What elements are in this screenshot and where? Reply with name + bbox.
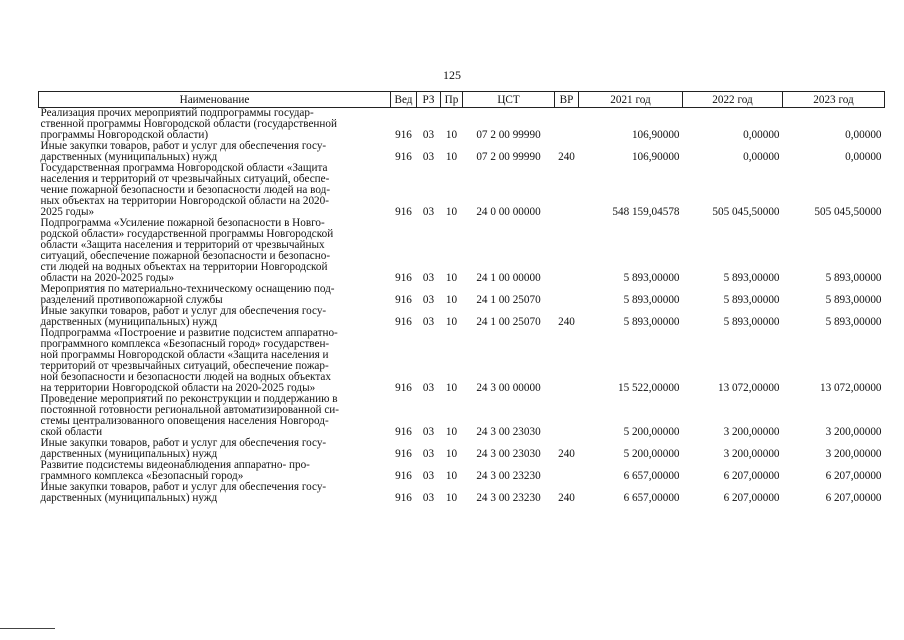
col-header-ved: Вед <box>391 92 417 108</box>
row-name-line: Подпрограмма «Построение и развитие подсистем аппаратно- <box>40 327 338 339</box>
row-name-cell <box>39 438 391 460</box>
vr-cell: 240 <box>558 448 575 460</box>
value-2021-cell: 5 893,00000 <box>623 272 680 284</box>
table-row <box>39 438 885 460</box>
vr-cell: 240 <box>558 316 575 328</box>
row-name-line: родской области» государственной программы Новгородской <box>40 228 334 240</box>
rz-cell: 03 <box>422 129 435 141</box>
value-2022-cell: 13 072,00000 <box>717 382 780 394</box>
row-name-line: дарственных (муниципальных) нужд <box>40 448 218 460</box>
table-row <box>39 482 885 504</box>
value-2022-cell: 5 893,00000 <box>723 272 780 284</box>
pr-cell: 10 <box>445 206 458 218</box>
value-2023-cell: 5 893,00000 <box>825 316 882 328</box>
value-2023-cell: 3 200,00000 <box>825 448 882 460</box>
ved-cell: 916 <box>395 316 412 328</box>
table-row <box>39 218 885 284</box>
value-2021-cell: 106,90000 <box>631 129 680 141</box>
value-2021-cell: 5 200,00000 <box>623 448 680 460</box>
row-name-line: Государственная программа Новгородской области «Защита <box>40 162 328 174</box>
value-2022-cell: 0,00000 <box>743 151 780 163</box>
rz-cell: 03 <box>422 492 435 504</box>
row-name-line: на территории Новгородской области на 2020-2025 годы» <box>40 382 316 394</box>
ved-cell: 916 <box>395 492 412 504</box>
value-2023-cell: 6 207,00000 <box>825 470 882 482</box>
value-2023-cell: 3 200,00000 <box>825 426 882 438</box>
row-name-line: дарственных (муниципальных) нужд <box>40 316 218 328</box>
col-header-vr: ВР <box>555 92 579 108</box>
cst-cell: 24 1 00 00000 <box>476 272 541 284</box>
rz-cell: 03 <box>422 294 435 306</box>
cst-cell: 07 2 00 99990 <box>476 129 541 141</box>
table-row <box>39 306 885 328</box>
row-name-cell <box>39 108 391 142</box>
value-2021-cell: 5 893,00000 <box>623 316 680 328</box>
row-name-line: программы Новгородской области) <box>40 129 209 141</box>
rz-cell: 03 <box>422 206 435 218</box>
ved-cell: 916 <box>395 382 412 394</box>
row-name-line: ственной программы Новгородской области (государственной <box>40 118 337 130</box>
value-2023-cell: 13 072,00000 <box>819 382 882 394</box>
value-2022-cell: 6 207,00000 <box>723 492 780 504</box>
cst-cell: 07 2 00 99990 <box>476 151 541 163</box>
vr-cell <box>555 394 579 438</box>
value-2021-cell: 5 893,00000 <box>623 294 680 306</box>
value-2021-cell: 106,90000 <box>631 151 680 163</box>
cst-cell: 24 1 00 25070 <box>476 316 541 328</box>
cst-cell: 24 0 00 00000 <box>476 206 541 218</box>
row-name-line: области на 2020-2025 годы» <box>40 272 175 284</box>
value-2022-cell: 505 045,50000 <box>712 206 780 218</box>
row-name-cell <box>39 460 391 482</box>
value-2022-cell: 6 207,00000 <box>723 470 780 482</box>
vr-cell: 240 <box>558 492 575 504</box>
row-name-line: Развитие подсистемы видеонаблюдения аппаратно- про- <box>40 459 310 471</box>
row-name-line: территорий от чрезвычайных ситуаций, обеспечение пожар- <box>40 360 329 372</box>
row-name-line: Мероприятия по материально-техническому оснащению под- <box>40 283 335 295</box>
value-2022-cell: 3 200,00000 <box>723 448 780 460</box>
rz-cell: 03 <box>422 272 435 284</box>
col-header-rz: РЗ <box>417 92 441 108</box>
value-2021-cell: 15 522,00000 <box>617 382 680 394</box>
ved-cell: 916 <box>395 448 412 460</box>
value-2023-cell: 5 893,00000 <box>825 294 882 306</box>
value-2023-cell: 6 207,00000 <box>825 492 882 504</box>
ved-cell: 916 <box>395 272 412 284</box>
ved-cell: 916 <box>395 294 412 306</box>
row-name-line: разделений противопожарной службы <box>40 294 223 306</box>
row-name-line: программного комплекса «Безопасный город» государствен- <box>40 338 330 350</box>
value-2023-cell: 0,00000 <box>845 129 882 141</box>
cst-cell: 24 3 00 23030 <box>476 448 541 460</box>
table-row <box>39 141 885 163</box>
row-name-line: Подпрограмма «Усиление пожарной безопасности в Новго- <box>40 217 325 229</box>
col-header-2022: 2022 год <box>683 92 783 108</box>
pr-cell: 10 <box>445 382 458 394</box>
ved-cell: 916 <box>395 206 412 218</box>
row-name-line: ситуаций, обеспечение пожарной безопасности и безопасно- <box>40 250 331 262</box>
row-name-line: стемы централизованного оповещения населения Новгород- <box>40 415 329 427</box>
pr-cell: 10 <box>445 151 458 163</box>
value-2022-cell: 0,00000 <box>743 129 780 141</box>
row-name-cell <box>39 394 391 438</box>
table-row <box>39 460 885 482</box>
row-name-line: чение пожарной безопасности и безопасности людей на вод- <box>40 184 331 196</box>
vr-cell <box>555 460 579 482</box>
pr-cell: 10 <box>445 470 458 482</box>
row-name-line: области «Защита населения и территорий от чрезвычайных <box>40 239 325 251</box>
table-header-row <box>39 92 885 108</box>
cst-cell: 24 1 00 25070 <box>476 294 541 306</box>
pr-cell: 10 <box>445 294 458 306</box>
row-name-line: сти людей на водных объектах на территории Новгородской <box>40 261 328 273</box>
row-name-line: ной программы Новгородской области «Защита населения и <box>40 349 329 361</box>
ved-cell: 916 <box>395 470 412 482</box>
cst-cell: 24 3 00 23030 <box>476 426 541 438</box>
vr-cell <box>555 284 579 306</box>
row-name-cell <box>39 163 391 218</box>
row-name-line: 2025 годы» <box>40 206 95 218</box>
value-2022-cell: 3 200,00000 <box>723 426 780 438</box>
row-name-line: постоянной готовности региональной автоматизированной си- <box>40 404 340 416</box>
row-name-cell <box>39 328 391 394</box>
budget-table <box>38 91 885 504</box>
value-2021-cell: 6 657,00000 <box>623 470 680 482</box>
pr-cell: 10 <box>445 426 458 438</box>
cst-cell: 24 3 00 00000 <box>476 382 541 394</box>
vr-cell <box>555 218 579 284</box>
page-number: 125 <box>443 68 461 82</box>
ved-cell: 916 <box>395 129 412 141</box>
row-name-line: Иные закупки товаров, работ и услуг для обеспечения госу- <box>40 140 327 152</box>
vr-cell <box>555 328 579 394</box>
table-row <box>39 394 885 438</box>
value-2023-cell: 5 893,00000 <box>825 272 882 284</box>
pr-cell: 10 <box>445 492 458 504</box>
table-row <box>39 108 885 142</box>
pr-cell: 10 <box>445 316 458 328</box>
col-header-cst: ЦСТ <box>463 92 555 108</box>
row-name-cell <box>39 218 391 284</box>
row-name-cell <box>39 306 391 328</box>
rz-cell: 03 <box>422 316 435 328</box>
col-header-2021: 2021 год <box>579 92 683 108</box>
row-name-line: Иные закупки товаров, работ и услуг для обеспечения госу- <box>40 481 327 493</box>
table-row <box>39 328 885 394</box>
pr-cell: 10 <box>445 272 458 284</box>
cst-cell: 24 3 00 23230 <box>476 492 541 504</box>
row-name-line: Иные закупки товаров, работ и услуг для обеспечения госу- <box>40 437 327 449</box>
col-header-2023: 2023 год <box>783 92 885 108</box>
vr-cell <box>555 163 579 218</box>
table-row <box>39 284 885 306</box>
value-2021-cell: 6 657,00000 <box>623 492 680 504</box>
row-name-line: ской области <box>40 426 103 438</box>
ved-cell: 916 <box>395 426 412 438</box>
row-name-cell <box>39 482 391 504</box>
value-2021-cell: 5 200,00000 <box>623 426 680 438</box>
row-name-line: Проведение мероприятий по реконструкции и поддержанию в <box>40 393 338 405</box>
value-2023-cell: 0,00000 <box>845 151 882 163</box>
footnote-divider <box>0 628 55 629</box>
table-row <box>39 163 885 218</box>
vr-cell: 240 <box>558 151 575 163</box>
col-header-name: Наименование <box>39 92 391 108</box>
rz-cell: 03 <box>422 151 435 163</box>
pr-cell: 10 <box>445 129 458 141</box>
col-header-pr: Пр <box>441 92 463 108</box>
value-2022-cell: 5 893,00000 <box>723 294 780 306</box>
vr-cell <box>555 108 579 142</box>
row-name-line: ной безопасности и безопасности людей на водных объектах <box>40 371 331 383</box>
rz-cell: 03 <box>422 470 435 482</box>
rz-cell: 03 <box>422 426 435 438</box>
row-name-line: дарственных (муниципальных) нужд <box>40 151 218 163</box>
ved-cell: 916 <box>395 151 412 163</box>
pr-cell: 10 <box>445 448 458 460</box>
value-2021-cell: 548 159,04578 <box>612 206 680 218</box>
cst-cell: 24 3 00 23230 <box>476 470 541 482</box>
row-name-cell <box>39 141 391 163</box>
row-name-line: населения и территорий от чрезвычайных ситуаций, обеспе- <box>40 173 330 185</box>
row-name-line: дарственных (муниципальных) нужд <box>40 492 218 504</box>
rz-cell: 03 <box>422 382 435 394</box>
row-name-cell <box>39 284 391 306</box>
value-2023-cell: 505 045,50000 <box>814 206 882 218</box>
row-name-line: Реализация прочих мероприятий подпрограммы государ- <box>40 107 314 119</box>
value-2022-cell: 5 893,00000 <box>723 316 780 328</box>
row-name-line: Иные закупки товаров, работ и услуг для обеспечения госу- <box>40 305 327 317</box>
row-name-line: ных объектах на территории Новгородской области на 2020- <box>40 195 329 207</box>
row-name-line: граммного комплекса «Безопасный город» <box>40 470 244 482</box>
rz-cell: 03 <box>422 448 435 460</box>
